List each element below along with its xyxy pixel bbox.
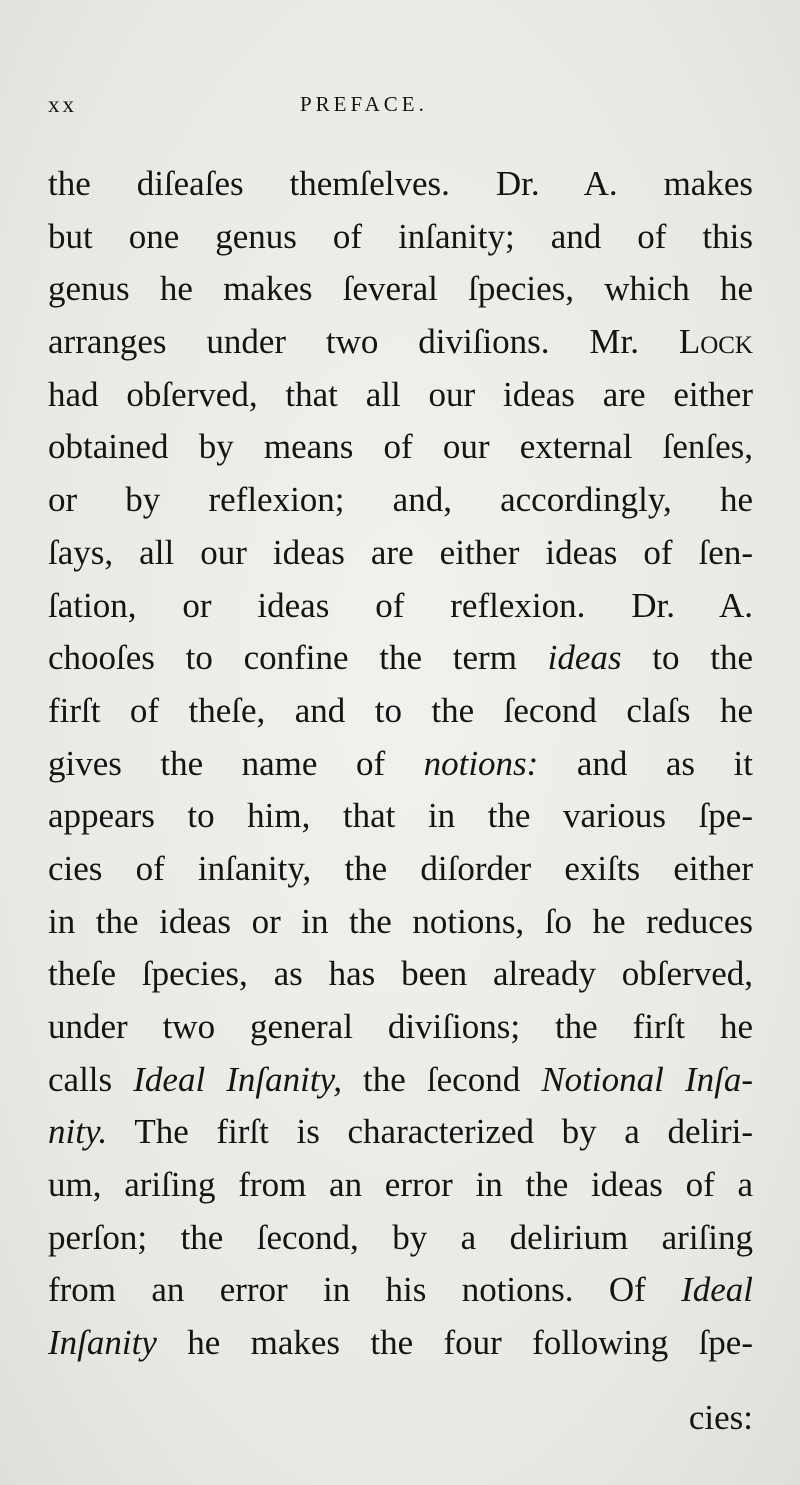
text-line: from an error in his notions. Of Ideal xyxy=(48,1270,753,1310)
text-line: nity. The firſt is characterized by a deliri- xyxy=(48,1112,753,1152)
text-line: cies of inſanity, the diſorder exiſts either xyxy=(48,848,753,888)
text-line: theſe ſpecies, as has been already obſerved, xyxy=(48,954,753,994)
text-line: had obſerved, that all our ideas are either xyxy=(48,374,753,414)
text-line: under two general diviſions; the firſt he xyxy=(48,1007,753,1046)
text-line: ſays, all our ideas are either ideas of ſen- xyxy=(48,532,753,572)
text-line: obtained by means of our external ſenſes, xyxy=(48,427,753,467)
text-line: but one genus of inſanity; and of this xyxy=(48,216,753,256)
text-line: um, ariſing from an error in the ideas of a xyxy=(48,1165,753,1205)
catchword: cies: xyxy=(688,1398,753,1437)
text-line: in the ideas or in the notions, ſo he reduces xyxy=(48,901,753,941)
text-line: firſt of theſe, and to the ſecond claſs he xyxy=(48,690,753,730)
text-line: calls Ideal Inſanity, the ſecond Notional Inſa- xyxy=(48,1059,753,1099)
running-head: PREFACE. xyxy=(300,92,428,116)
text-line: arranges under two diviſions. Mr. Lock xyxy=(48,322,753,362)
page-number: xx xyxy=(48,92,77,117)
text-line: ſation, or ideas of reflexion. Dr. A. xyxy=(48,585,753,625)
body-text xyxy=(48,158,753,1370)
text-line: chooſes to confine the term ideas to the xyxy=(48,638,753,678)
text-line: Inſanity he makes the four following ſpe- xyxy=(48,1323,753,1363)
page-header xyxy=(48,92,753,132)
text-line: perſon; the ſecond, by a delirium ariſing xyxy=(48,1217,753,1257)
text-line: the diſeaſes themſelves. Dr. A. makes xyxy=(48,164,753,203)
text-line: genus he makes ſeveral ſpecies, which he xyxy=(48,269,753,309)
text-line: appears to him, that in the various ſpe- xyxy=(48,796,753,836)
text-line: gives the name of notions: and as it xyxy=(48,743,753,783)
text-line: or by reflexion; and, accordingly, he xyxy=(48,480,753,520)
